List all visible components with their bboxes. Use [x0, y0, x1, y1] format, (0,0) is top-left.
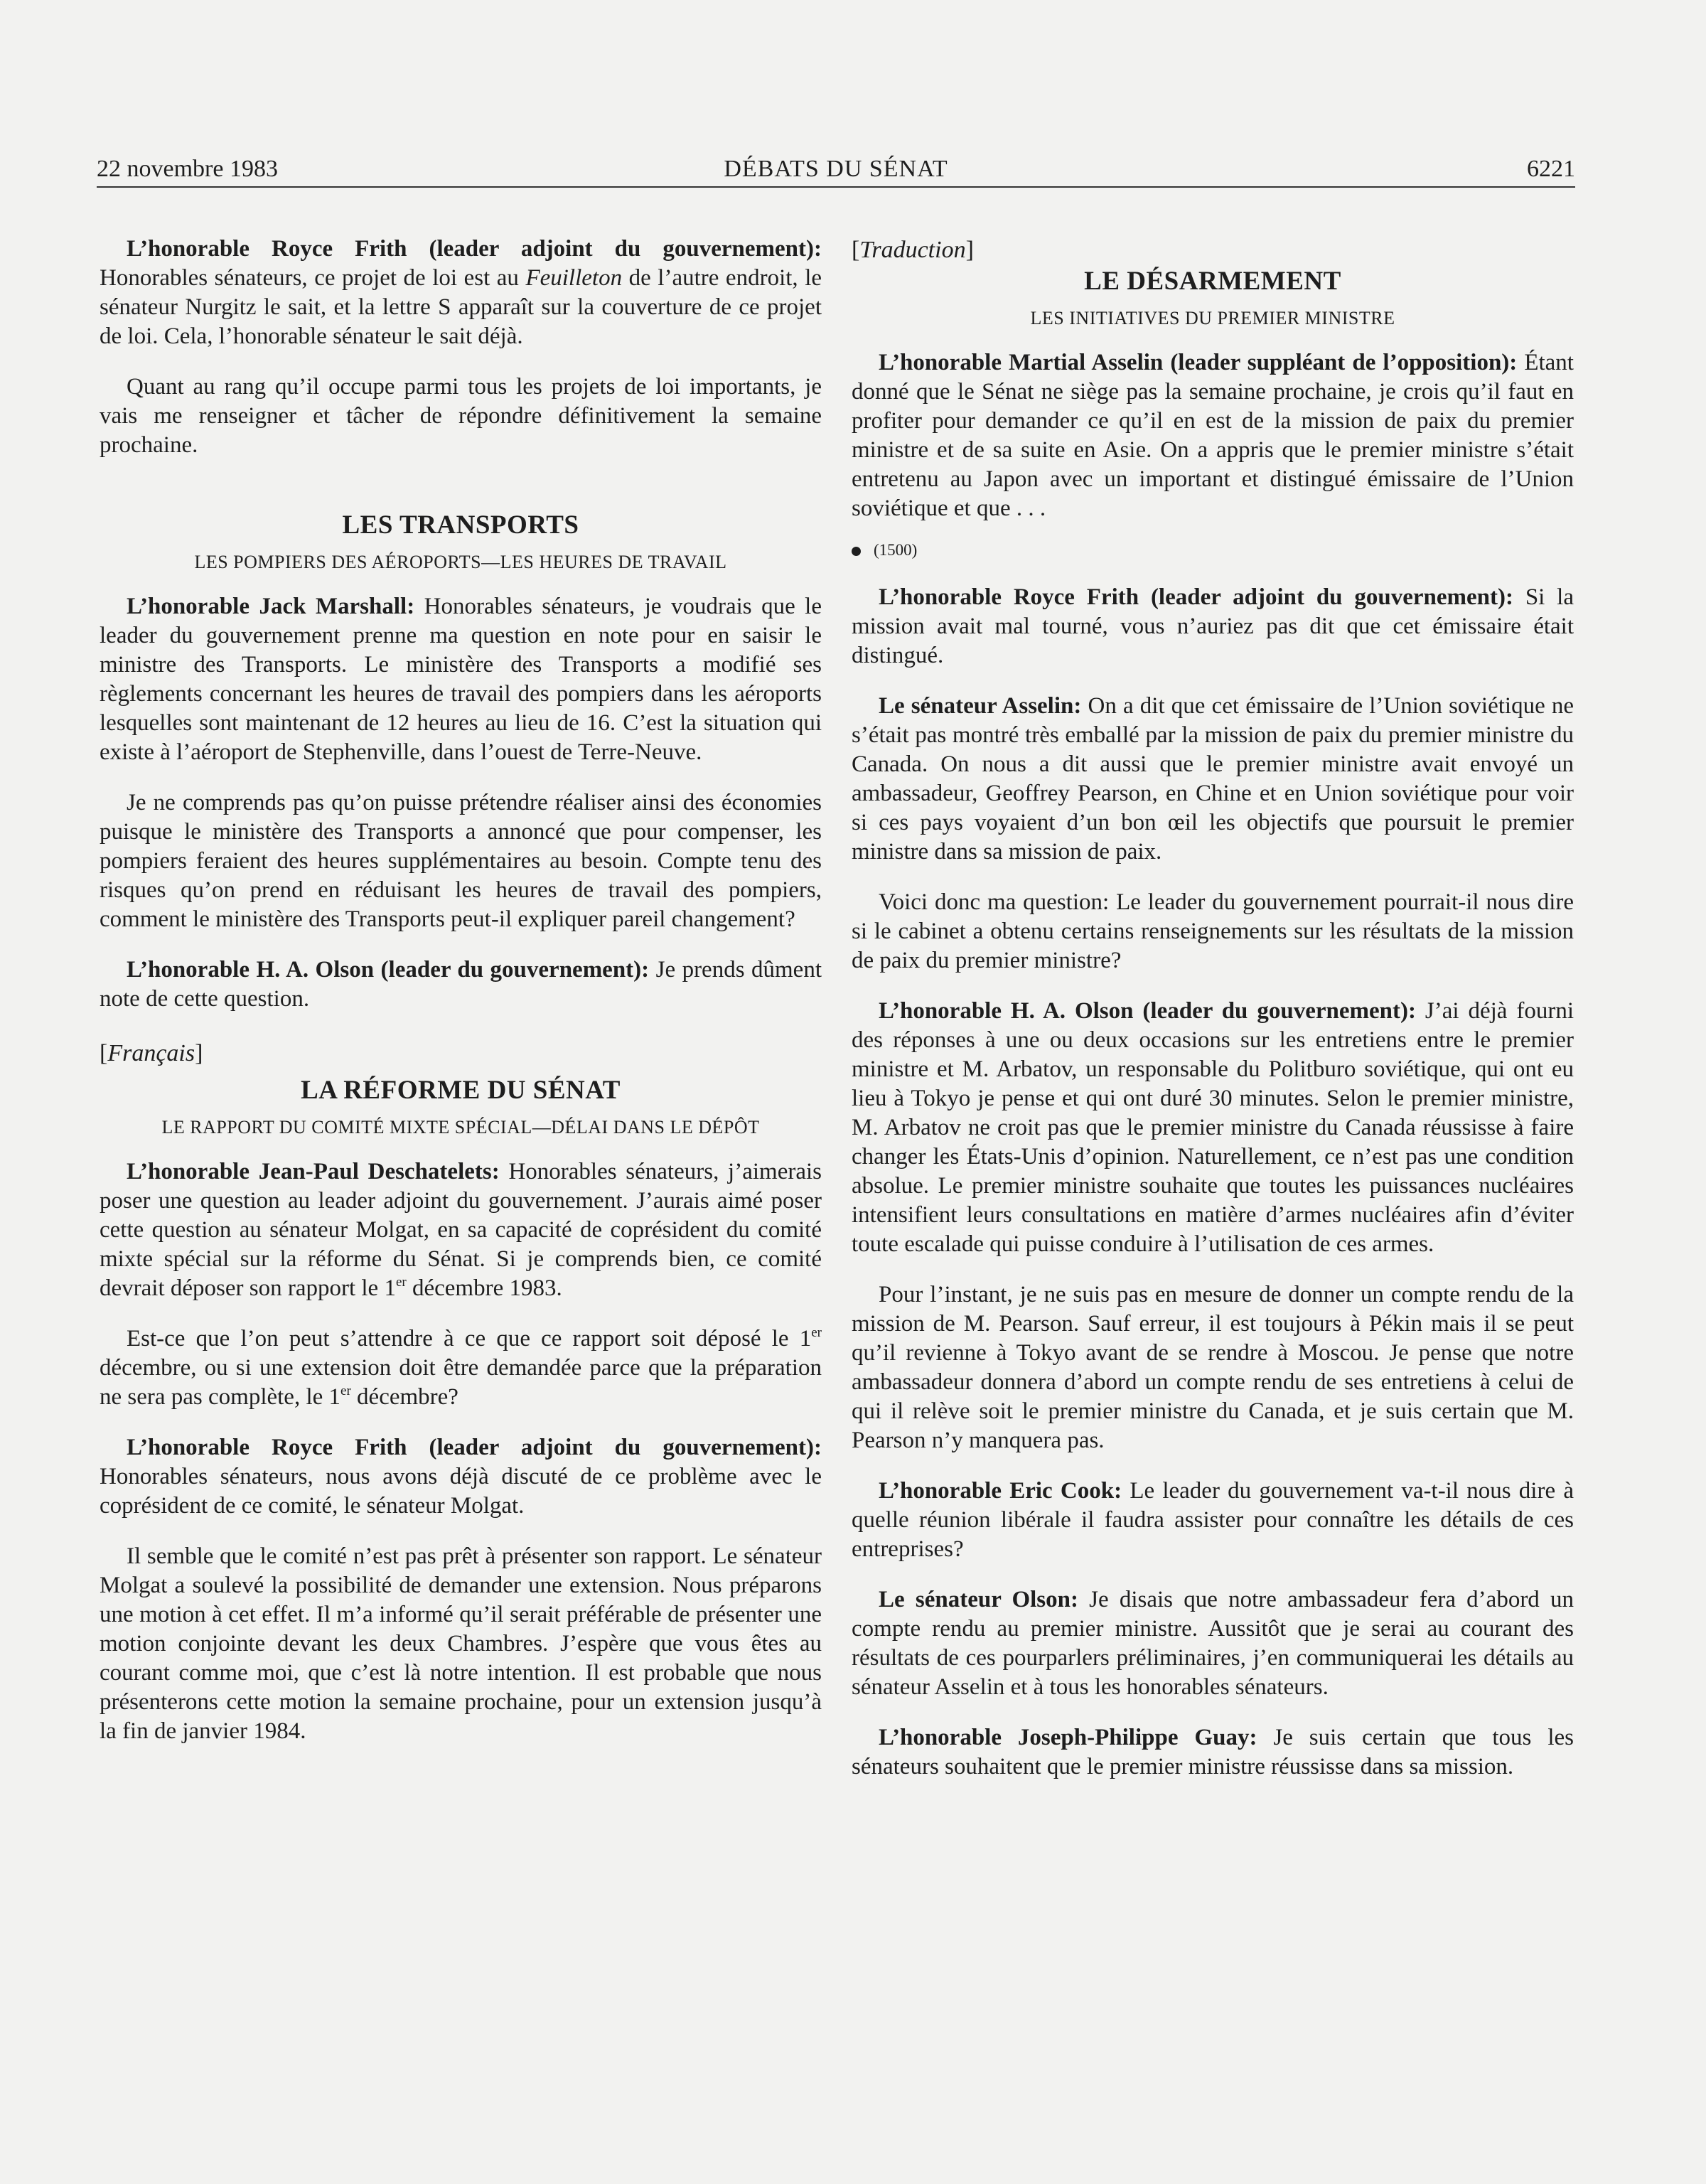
speaker-name: Le sénateur Olson: [879, 1587, 1078, 1612]
paragraph-text: Honorables sénateurs, nous avons déjà discuté de ce problème avec le coprésident de ce comité, le sénateur Molgat. [100, 1464, 822, 1519]
bracket: [ [100, 1040, 108, 1066]
language-word: Français [107, 1040, 195, 1066]
bullet-icon [852, 547, 861, 556]
paragraph-olson-1 [100, 956, 822, 1014]
speaker-name: L’honorable Royce Frith (leader adjoint du gouvernement): [127, 236, 822, 262]
paragraph-asselin-1 [852, 348, 1574, 523]
superscript: er [395, 1275, 407, 1290]
bracket: ] [195, 1040, 203, 1066]
speaker-name: L’honorable H. A. Olson (leader du gouvernement): [127, 957, 650, 983]
speaker-name: L’honorable Eric Cook: [879, 1478, 1122, 1504]
speaker-name: L’honorable Joseph-Philippe Guay: [879, 1725, 1257, 1750]
paragraph-frith-4: Il semble que le comité n’est pas prêt à présenter son rapport. Le sénateur Molgat a soulevé la possibilité de demander une extension. Nous préparons une motion à cet effet. Il m’a informé qu’il serait préférable de présenter une motion conjointe devant les deux Chambres. J’espère que vous êtes au courant comme moi, que c’est là notre intention. Il est probable que nous présenterons cette motion la semaine prochaine, pour un extension jusqu’à la fin de janvier 1984. [100, 1543, 822, 1744]
paragraph-asselin-3: Voici donc ma question: Le leader du gouvernement pourrait-il nous dire si le cabinet a obtenu certains renseignements sur les résultats de la mission de paix du premier ministre? [852, 889, 1574, 973]
paragraph-text: de l’autre endroit, le sénateur Nurgitz le sait, et la lettre S apparaît sur la couverture de ce projet de loi. Cela, l’honorable sénateur le sait déjà. [100, 265, 822, 349]
paragraph-text: J’ai déjà fourni des réponses à une ou deux occasions sur les entretiens entre le premier ministre et M. Arbatov, un responsable du Politburo soviétique, qui ont eu lieu à Tokyo je pense et qui ont duré 30 minutes. Selon le premier ministre, M. Arbatov ne croit pas que le premier ministre du Canada réussisse à faire changer les États-Unis d’opinion. Naturellement, ce n’est pas une condition absolue. Le premier ministre souhaite que toutes les puissances nucléaires intensifient leurs consultations en matière d’armes nucléaires afin d’éviter toute escalade qui puisse conduire à l’utilisation de ces armes. [852, 998, 1574, 1257]
speaker-name: L’honorable Royce Frith (leader adjoint du gouvernement): [127, 1435, 822, 1460]
paragraph-olson-3: Pour l’instant, je ne suis pas en mesure de donner un compte rendu de la mission de M. Pearson. Sauf erreur, il est toujours à Pékin mais il se peut qu’il revienne à Tokyo avant de se rendre à Moscou. Je pense que notre ambassadeur donnera d’abord un compte rendu de ses entretiens à celui de qui il relève soit le premier ministre du Canada, et je suis certain que M. Pearson n’y manquera pas. [852, 1282, 1574, 1453]
italic-term: Feuilleton [525, 265, 623, 291]
header-title: DÉBATS DU SÉNAT [724, 156, 948, 182]
paragraph-text: Honorables sénateurs, j’aimerais poser une question au leader adjoint du gouvernement. J’aurais aimé poser cette question au sénateur Molgat, en sa capacité de coprésident du comité mixte spécial sur la réforme du Sénat. Si je comprends bien, ce comité devrait déposer son rapport le 1 [100, 1159, 822, 1301]
bracket: ] [965, 237, 974, 263]
paragraph-marshall [100, 592, 822, 767]
subheading-rapport: LE RAPPORT DU COMITÉ MIXTE SPÉCIAL—DÉLAI DANS LE DÉPÔT [161, 1117, 760, 1138]
paragraph-text: Je suis certain que tous les sénateurs souhaitent que le premier ministre réussisse dans sa mission. [852, 1725, 1574, 1779]
paragraph-frith-2: Quant au rang qu’il occupe parmi tous les projets de loi importants, je vais me renseigner et tâcher de répondre définitivement la semaine prochaine. [100, 374, 822, 458]
paragraph-marshall-2: Je ne comprends pas qu’on puisse prétendre réaliser ainsi des économies puisque le ministère des Transports a annoncé que pour compenser, les pompiers feraient des heures supplémentaires au besoin. Compte tenu des risques qu’on prend en réduisant les heures de travail des pompiers, comment le ministère des Transports peut-il expliquer pareil changement? [100, 790, 822, 932]
language-word: Traduction [859, 237, 966, 263]
header-date: 22 novembre 1983 [97, 156, 278, 182]
paragraph-text: Je prends dûment note de cette question. [100, 957, 822, 1012]
speaker-name: L’honorable Martial Asselin (leader suppléant de l’opposition): [879, 350, 1518, 375]
page-number: 6221 [1527, 156, 1575, 182]
paragraph-cook [852, 1477, 1574, 1564]
section-heading-transports: LES TRANSPORTS [342, 510, 579, 540]
paragraph-asselin-2 [852, 692, 1574, 867]
paragraph-olson-4 [852, 1585, 1574, 1702]
superscript: er [340, 1383, 351, 1398]
section-heading-reforme: LA RÉFORME DU SÉNAT [301, 1076, 621, 1105]
paragraph-frith-1 [100, 235, 822, 351]
subheading-initiatives: LES INITIATIVES DU PREMIER MINISTRE [1030, 308, 1395, 328]
language-marker-traduction [852, 235, 1574, 266]
paragraph-text: décembre, ou si une extension doit être demandée parce que la préparation ne sera pas complète, le 1 [100, 1355, 822, 1410]
paragraph-guay [852, 1723, 1574, 1782]
speaker-name: L’honorable Jean-Paul Deschatelets: [127, 1159, 500, 1184]
paragraph-frith-3 [100, 1433, 822, 1521]
bracket: [ [852, 237, 860, 263]
right-column [852, 235, 1574, 1782]
speaker-name: L’honorable Royce Frith (leader adjoint du gouvernement): [879, 584, 1513, 610]
paragraph-text: Je disais que notre ambassadeur fera d’abord un compte rendu au premier ministre. Aussitôt que je serai au courant des résultats de ces pourparlers préliminaires, j’en communiquerai les détails au sénateur Asselin et à tous les honorables sénateurs. [852, 1587, 1574, 1700]
paragraph-text: Honorables sénateurs, je voudrais que le leader du gouvernement prenne ma question en note pour en saisir le ministre des Transports. Le ministère des Transports a modifié ses règlements concernant les heures de travail des pompiers dans les aéroports lesquelles sont maintenant de 12 heures au lieu de 16. C’est la situation qui existe à l’aéroport de Stephenville, dans l’ouest de Terre-Neuve. [100, 594, 822, 765]
running-header [97, 152, 1575, 188]
paragraph-olson-2 [852, 997, 1574, 1259]
paragraph-deschatelets-2 [100, 1324, 822, 1412]
paragraph-text: Si la mission avait mal tourné, vous n’auriez pas dit que cet émissaire était distingué. [852, 584, 1574, 668]
speaker-name: L’honorable Jack Marshall: [127, 594, 415, 619]
paragraph-text: On a dit que cet émissaire de l’Union soviétique ne s’était pas montré très emballé par la mission de paix du premier ministre du Canada. On nous a dit aussi que le premier ministre avait envoyé un ambassadeur, Geoffrey Pearson, en Chine et en Union soviétique pour voir si ces pays voyaient d’un bon œil les objectifs que poursuit le premier ministre dans sa mission de paix. [852, 693, 1574, 864]
paragraph-text: décembre? [350, 1384, 458, 1410]
paragraph-text: décembre 1983. [406, 1275, 562, 1301]
paragraph-text: Est-ce que l’on peut s’attendre à ce que ce rapport soit déposé le 1 [127, 1326, 812, 1351]
time-marker [852, 536, 1574, 564]
paragraph-text: Étant donné que le Sénat ne siège pas la semaine prochaine, je crois qu’il faut en profiter pour demander ce qu’il en est de la mission de paix du premier ministre et de sa suite en Asie. On a appris que le premier ministre s’était entretenu au Japon avec un important et distingué émissaire de l’Union soviétique et que . . . [852, 350, 1574, 521]
paragraph-text: Le leader du gouvernement va-t-il nous dire à quelle réunion libérale il faudra assister pour connaître les détails de ces entreprises? [852, 1478, 1574, 1562]
section-heading-desarmement: LE DÉSARMEMENT [1084, 267, 1341, 296]
paragraph-frith-5 [852, 583, 1574, 670]
left-column [100, 235, 822, 1746]
language-marker-francais [100, 1038, 822, 1069]
time-marker-text: (1500) [874, 541, 918, 559]
speaker-name: Le sénateur Asselin: [879, 693, 1082, 719]
superscript: er [811, 1325, 822, 1340]
subheading-pompiers: LES POMPIERS DES AÉROPORTS—LES HEURES DE TRAVAIL [194, 552, 727, 572]
paragraph-deschatelets [100, 1157, 822, 1303]
paragraph-text: Honorables sénateurs, ce projet de loi est au [100, 265, 526, 291]
speaker-name: L’honorable H. A. Olson (leader du gouvernement): [879, 998, 1416, 1024]
